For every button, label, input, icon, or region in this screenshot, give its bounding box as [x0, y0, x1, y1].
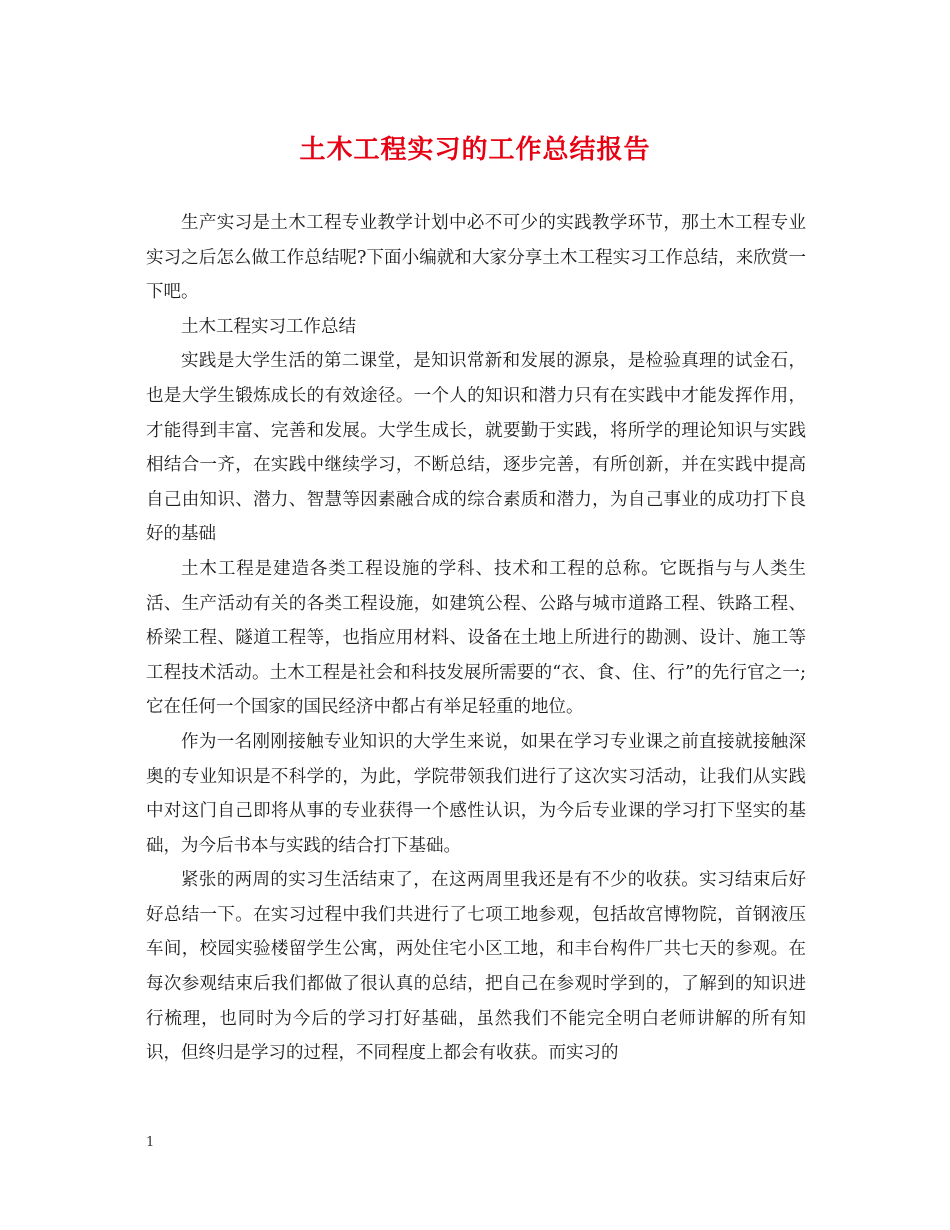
page-number: 1	[146, 1135, 155, 1150]
document-body	[146, 206, 806, 1071]
document-title: 土木工程实习的工作总结报告	[299, 135, 651, 165]
paragraph-internship: 紧张的两周的实习生活结束了，在这两周里我还是有不少的收获。实习结束后好好总结一下。在实习过程中我们共进行了七项工地参观，包括故宫博物院，首钢液压车间，校园实验楼留学生公寓，两处住宅小区工地，和丰台构件厂共七天的参观。在每次参观结束后我们都做了很认真的总结，把自己在参观时学到的，了解到的知识进行梳理，也同时为今后的学习打好基础，虽然我们不能完全明白老师讲解的所有知识，但终归是学习的过程，不同程度上都会有收获。而实习的	[146, 870, 806, 1064]
paragraph-subheading: 土木工程实习工作总结	[181, 316, 356, 337]
paragraph-student: 作为一名刚刚接触专业知识的大学生来说，如果在学习专业课之前直接就接触深奥的专业知识是不科学的，为此，学院带领我们进行了这次实习活动，让我们从实践中对这门自己即将从事的专业获得一个感性认识，为今后专业课的学习打下坚实的基础，为今后书本与实践的结合打下基础。	[146, 731, 806, 856]
paragraph-practice: 实践是大学生活的第二课堂，是知识常新和发展的源泉，是检验真理的试金石，也是大学生锻炼成长的有效途径。一个人的知识和潜力只有在实践中才能发挥作用，才能得到丰富、完善和发展。大学生成长，就要勤于实践，将所学的理论知识与实践相结合一齐，在实践中继续学习，不断总结，逐步完善，有所创新，并在实践中提高自己由知识、潜力、智慧等因素融合成的综合素质和潜力，为自己事业的成功打下良好的基础	[146, 351, 806, 545]
paragraph-intro: 生产实习是土木工程专业教学计划中必不可少的实践教学环节，那土木工程专业实习之后怎么做工作总结呢?下面小编就和大家分享土木工程实习工作总结，来欣赏一下吧。	[146, 213, 806, 303]
paragraph-civil-engineering: 土木工程是建造各类工程设施的学科、技术和工程的总称。它既指与与人类生活、生产活动有关的各类工程设施，如建筑公程、公路与城市道路工程、铁路工程、桥梁工程、隧道工程等，也指应用材料、设备在土地上所进行的勘测、设计、施工等工程技术活动。土木工程是社会和科技发展所需要的“衣、食、住、行”的先行官之一;它在任何一个国家的国民经济中都占有举足轻重的地位。	[146, 558, 806, 718]
